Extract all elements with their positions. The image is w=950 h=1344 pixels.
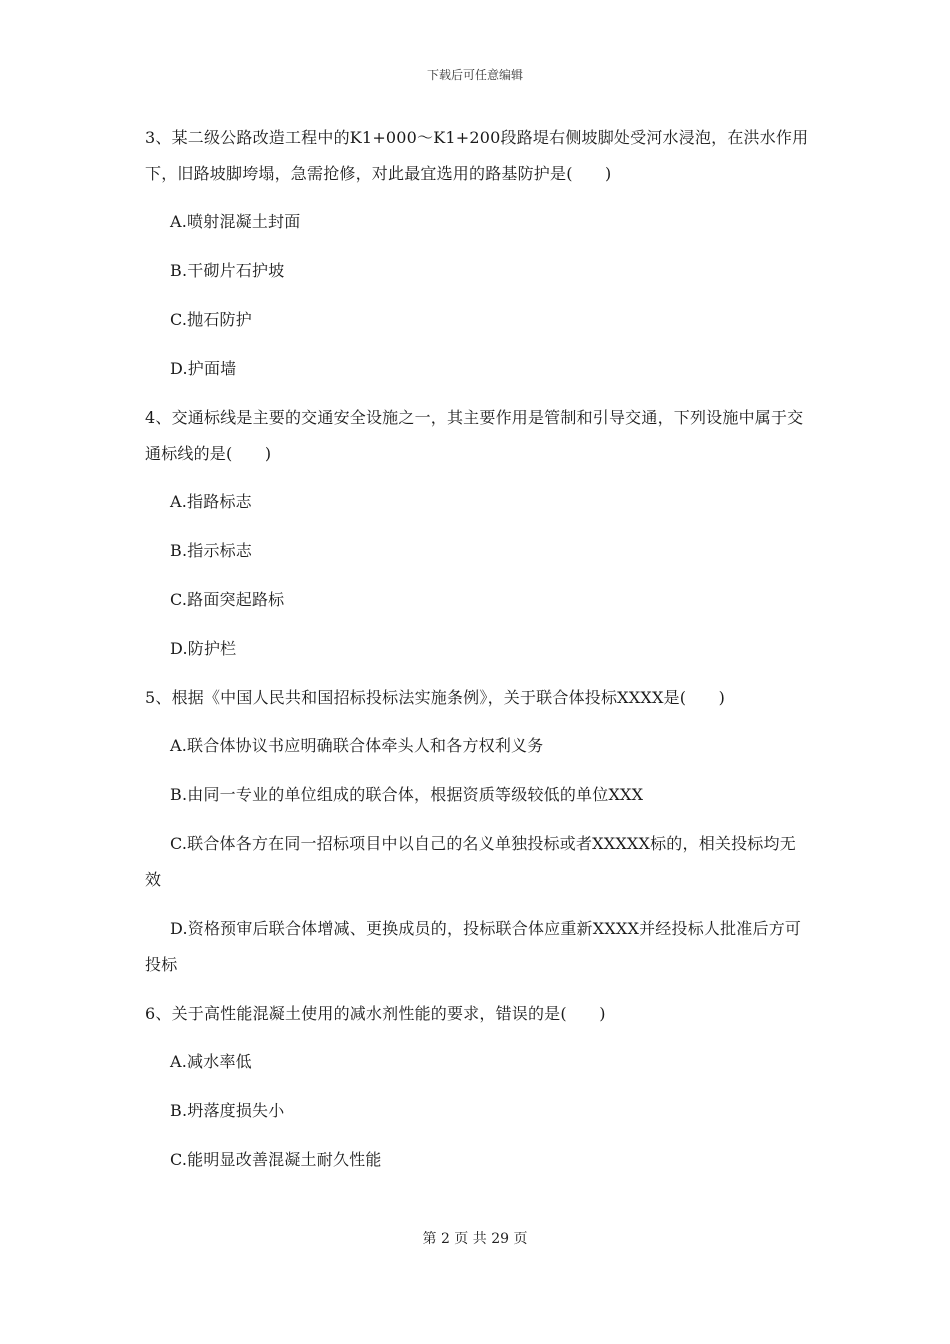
option-b: B.坍落度损失小 — [170, 1101, 285, 1120]
option-b: B.由同一专业的单位组成的联合体，根据资质等级较低的单位XXX — [170, 785, 644, 804]
option-c: C.联合体各方在同一招标项目中以自己的名义单独投标或者XXXXX标的，相关投标均无效 — [145, 834, 796, 889]
question-stem: 6、关于高性能混凝土使用的减水剂性能的要求，错误的是( ) — [145, 1004, 606, 1023]
option-c: C.路面突起路标 — [170, 590, 285, 609]
option-c: C.抛石防护 — [170, 310, 252, 329]
document-body — [145, 120, 810, 1191]
option-c: C.能明显改善混凝土耐久性能 — [170, 1150, 382, 1169]
option-a: A.喷射混凝土封面 — [170, 212, 301, 231]
option-d: D.防护栏 — [170, 639, 237, 658]
page-footer: 第 2 页 共 29 页 — [422, 1231, 528, 1247]
option-b: B.指示标志 — [170, 541, 253, 560]
question-stem: 4、交通标线是主要的交通安全设施之一，其主要作用是管制和引导交通，下列设施中属于交通标线的是( ) — [145, 408, 804, 463]
option-d: D.资格预审后联合体增减、更换成员的，投标联合体应重新XXXX并经投标人批准后方可投标 — [145, 919, 802, 974]
page-header: 下载后可任意编辑 — [426, 68, 523, 82]
option-a: A.指路标志 — [170, 492, 252, 511]
question-stem: 3、某二级公路改造工程中的K1+000～K1+200段路堤右侧坡脚处受河水浸泡，在洪水作用下，旧路坡脚垮塌，急需抢修，对此最宜选用的路基防护是( ) — [145, 128, 809, 183]
question-stem: 5、根据《中国人民共和国招标投标法实施条例》，关于联合体投标XXXX是( ) — [145, 688, 726, 707]
option-a: A.减水率低 — [170, 1052, 252, 1071]
option-d: D.护面墙 — [170, 359, 237, 378]
option-b: B.干砌片石护坡 — [170, 261, 285, 280]
option-a: A.联合体协议书应明确联合体牵头人和各方权利义务 — [170, 736, 544, 755]
